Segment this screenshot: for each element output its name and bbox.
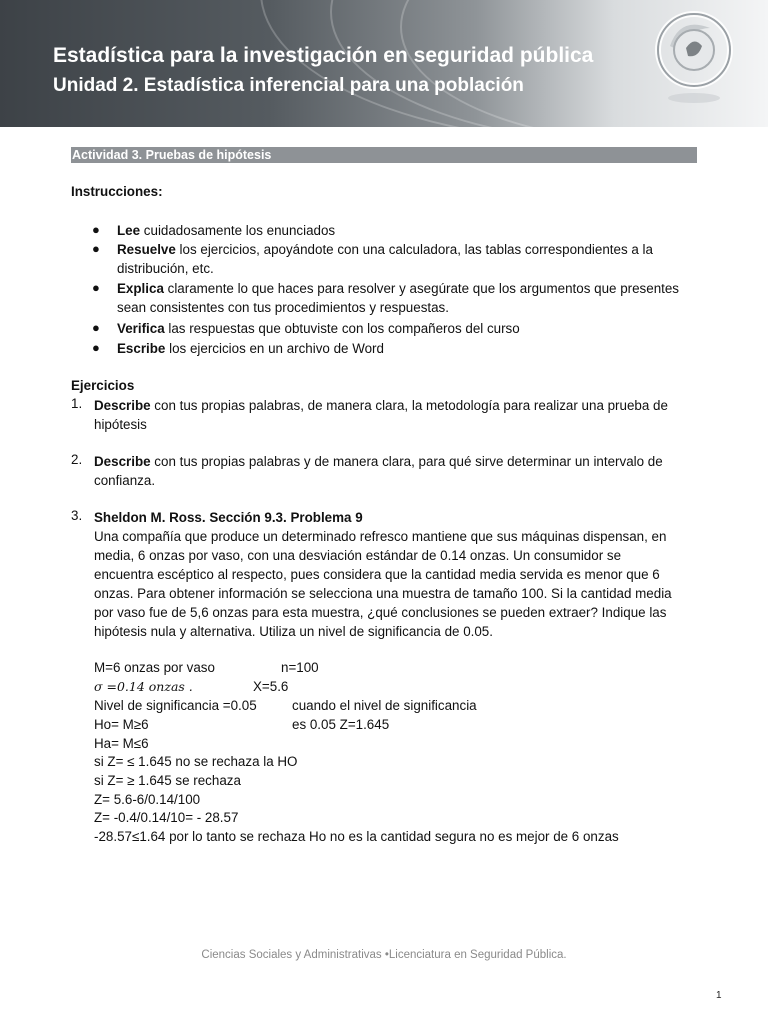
page-footer: Ciencias Sociales y Administrativas •Licenciatura en Seguridad Pública. [201, 949, 567, 961]
solution-sample-mean: X=5.6 [253, 679, 289, 694]
solution-calc: Z= 5.6-6/0.14/100 [94, 792, 201, 807]
course-title: Estadística para la investigación en seguridad pública [53, 44, 594, 67]
instruction-item: Verifica las respuestas que obtuviste con los compañeros del curso [117, 321, 520, 336]
solution-calc: Z= -0.4/0.14/10= - 28.57 [94, 810, 239, 825]
exercise-3-line: hipótesis nula y alternativa. Utiliza un nivel de significancia de 0.05. [94, 624, 493, 639]
instruction-item: Lee cuidadosamente los enunciados [117, 223, 336, 238]
solution-critical-z: es 0.05 Z=1.645 [292, 717, 390, 732]
exercise-number: 1. [71, 396, 83, 411]
solution-alpha: Nivel de significancia =0.05 [94, 698, 257, 713]
bullet-icon: ● [92, 340, 100, 355]
instruction-item: Explica claramente lo que haces para resolver y asegúrate que los argumentos que presentes [117, 281, 680, 296]
header-banner [0, 0, 768, 127]
exercise-3-line: por vaso fue de 5,6 onzas para esta muestra, ¿qué conclusiones se pueden extraer? Indique las [94, 605, 667, 620]
bullet-icon: ● [92, 320, 100, 335]
unit-title: Unidad 2. Estadística inferencial para una población [53, 75, 524, 96]
solution-conclusion: -28.57≤1.64 por lo tanto se rechaza Ho no es la cantidad segura no es mejor de 6 onzas [94, 829, 619, 844]
page-number: 1 [716, 990, 722, 1001]
activity-title: Actividad 3. Pruebas de hipótesis [71, 147, 697, 163]
institution-logo-icon [650, 6, 738, 106]
exercise-1-text: Describe con tus propias palabras, de manera clara, la metodología para realizar una prueba de [94, 398, 668, 413]
instruction-item: Escribe los ejercicios en un archivo de Word [117, 341, 384, 356]
exercise-2-text: Describe con tus propias palabras y de manera clara, para qué sirve determinar un intervalo de [94, 454, 663, 469]
solution-sample-size: n=100 [281, 660, 319, 675]
exercise-1-text-continued: hipótesis [94, 417, 147, 432]
instructions-heading: Instrucciones: [71, 184, 163, 199]
bullet-icon: ● [92, 222, 100, 237]
solution-null-hypothesis: Ho= M≥6 [94, 717, 149, 732]
exercise-3-line: onzas. Para obtener información se selecciona una muestra de tamaño 100. Si la cantidad media [94, 586, 672, 601]
exercise-2-text-continued: confianza. [94, 473, 156, 488]
bullet-icon: ● [92, 241, 100, 256]
solution-sigma: σ =0.14 onzas . [94, 679, 193, 694]
exercise-3-line: media, 6 onzas por vaso, con una desviación estándar de 0.14 onzas. Un consumidor se [94, 548, 622, 563]
solution-mean: M=6 onzas por vaso [94, 660, 215, 675]
solution-alt-hypothesis: Ha= M≤6 [94, 736, 149, 751]
solution-rule: si Z= ≤ 1.645 no se rechaza la HO [94, 754, 298, 769]
exercise-3-line: encuentra escéptico al respecto, pues considera que la cantidad media servida es menor que 6 [94, 567, 660, 582]
exercise-number: 3. [71, 508, 83, 523]
instruction-item-continued: distribución, etc. [117, 261, 214, 276]
exercise-3-line: Una compañía que produce un determinado refresco mantiene que sus máquinas dispensan, en [94, 529, 667, 544]
instruction-item: Resuelve los ejercicios, apoyándote con una calculadora, las tablas correspondientes a la [117, 242, 653, 257]
exercises-heading: Ejercicios [71, 378, 135, 393]
solution-rule: si Z= ≥ 1.645 se rechaza [94, 773, 241, 788]
bullet-icon: ● [92, 280, 100, 295]
exercise-number: 2. [71, 452, 83, 467]
solution-alpha-note: cuando el nivel de significancia [292, 698, 477, 713]
exercise-3-title: Sheldon M. Ross. Sección 9.3. Problema 9 [94, 510, 363, 525]
instruction-item-continued: sean consistentes con tus procedimientos y respuestas. [117, 300, 449, 315]
